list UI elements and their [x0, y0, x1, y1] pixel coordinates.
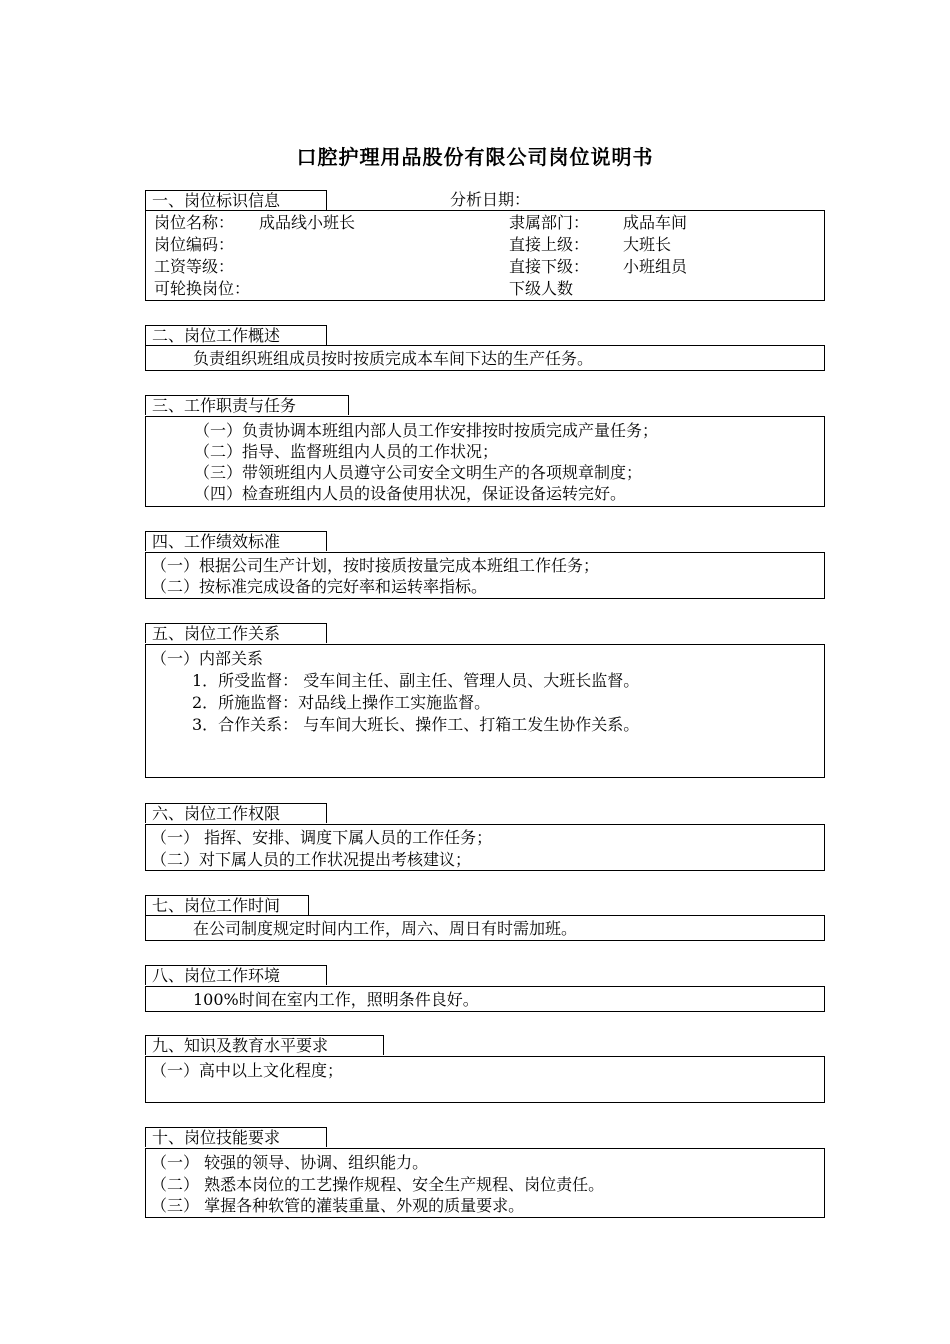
section-header: 三、工作职责与任务 — [145, 395, 349, 415]
section-header: 一、岗位标识信息 — [145, 190, 327, 210]
list-item: （二） 熟悉本岗位的工艺操作规程、安全生产规程、岗位责任。 — [151, 1175, 605, 1194]
section-relations — [145, 623, 825, 779]
environment-text: 100%时间在室内工作，照明条件良好。 — [193, 990, 479, 1009]
section-body — [145, 1056, 825, 1103]
section-body — [145, 986, 825, 1012]
section-environment — [145, 965, 825, 1012]
list-item: 1．所受监督： 受车间主任、副主任、管理人员、大班长监督。 — [192, 671, 640, 690]
section-overview — [145, 325, 825, 372]
field-label: 隶属部门： — [509, 213, 590, 232]
list-item: （一） 较强的领导、协调、组织能力。 — [151, 1153, 429, 1172]
field-label: 直接上级： — [509, 235, 590, 254]
section-education — [145, 1035, 825, 1104]
list-item: （二）对下属人员的工作状况提出考核建议； — [151, 850, 472, 869]
section-body — [145, 552, 825, 599]
field-label: 工资等级： — [154, 257, 235, 276]
list-item: （一） 指挥、安排、调度下属人员的工作任务； — [151, 828, 493, 847]
field-value: 大班长 — [623, 235, 672, 254]
section-body — [145, 915, 825, 941]
section-body — [145, 345, 825, 371]
section-header: 五、岗位工作关系 — [145, 623, 327, 643]
analysis-date-label: 分析日期： — [450, 190, 531, 209]
list-item: （一）根据公司生产计划，按时接质按量完成本班组工作任务； — [151, 556, 600, 575]
field-value: 小班组员 — [623, 257, 688, 276]
list-item: 2．所施监督：对品线上操作工实施监督。 — [192, 693, 491, 712]
list-item: （二）指导、监督班组内人员的工作状况； — [194, 442, 499, 461]
list-item: （一）内部关系 — [151, 649, 264, 668]
section-body — [145, 644, 825, 778]
section-identification — [145, 190, 825, 302]
field-label: 直接下级： — [509, 257, 590, 276]
document-title: 口腔护理用品股份有限公司岗位说明书 — [296, 145, 654, 169]
section-header: 七、岗位工作时间 — [145, 895, 309, 915]
section-header: 九、知识及教育水平要求 — [145, 1035, 384, 1055]
section-header: 十、岗位技能要求 — [145, 1127, 327, 1147]
section-header: 六、岗位工作权限 — [145, 803, 327, 823]
list-item: 3．合作关系： 与车间大班长、操作工、打箱工发生协作关系。 — [192, 715, 640, 734]
field-label: 下级人数 — [509, 279, 574, 298]
section-body — [145, 1148, 825, 1218]
section-body — [145, 824, 825, 871]
section-authority — [145, 803, 825, 872]
section-skills — [145, 1127, 825, 1219]
section-header: 四、工作绩效标准 — [145, 531, 327, 551]
list-item: （三） 掌握各种软管的灌装重量、外观的质量要求。 — [151, 1196, 525, 1215]
section-duties — [145, 395, 825, 508]
list-item: （四）检查班组内人员的设备使用状况，保证设备运转完好。 — [194, 484, 627, 503]
work-time-text: 在公司制度规定时间内工作，周六、周日有时需加班。 — [193, 919, 578, 938]
section-header: 八、岗位工作环境 — [145, 965, 327, 985]
list-item: （一）高中以上文化程度； — [151, 1061, 344, 1080]
field-value: 成品线小班长 — [259, 213, 356, 232]
field-label: 岗位编码： — [154, 235, 235, 254]
section-body — [145, 416, 825, 507]
field-label: 可轮换岗位： — [154, 279, 251, 298]
field-label: 岗位名称： — [154, 213, 235, 232]
overview-text: 负责组织班组成员按时按质完成本车间下达的生产任务。 — [193, 349, 594, 368]
field-value: 成品车间 — [623, 213, 688, 232]
section-header: 二、岗位工作概述 — [145, 325, 327, 345]
section-performance — [145, 531, 825, 600]
list-item: （一）负责协调本班组内部人员工作安排按时按质完成产量任务； — [194, 421, 659, 440]
list-item: （三）带领班组内人员遵守公司安全文明生产的各项规章制度； — [194, 463, 643, 482]
list-item: （二）按标准完成设备的完好率和运转率指标。 — [151, 577, 488, 596]
section-body — [145, 210, 825, 301]
section-work-time — [145, 895, 825, 942]
